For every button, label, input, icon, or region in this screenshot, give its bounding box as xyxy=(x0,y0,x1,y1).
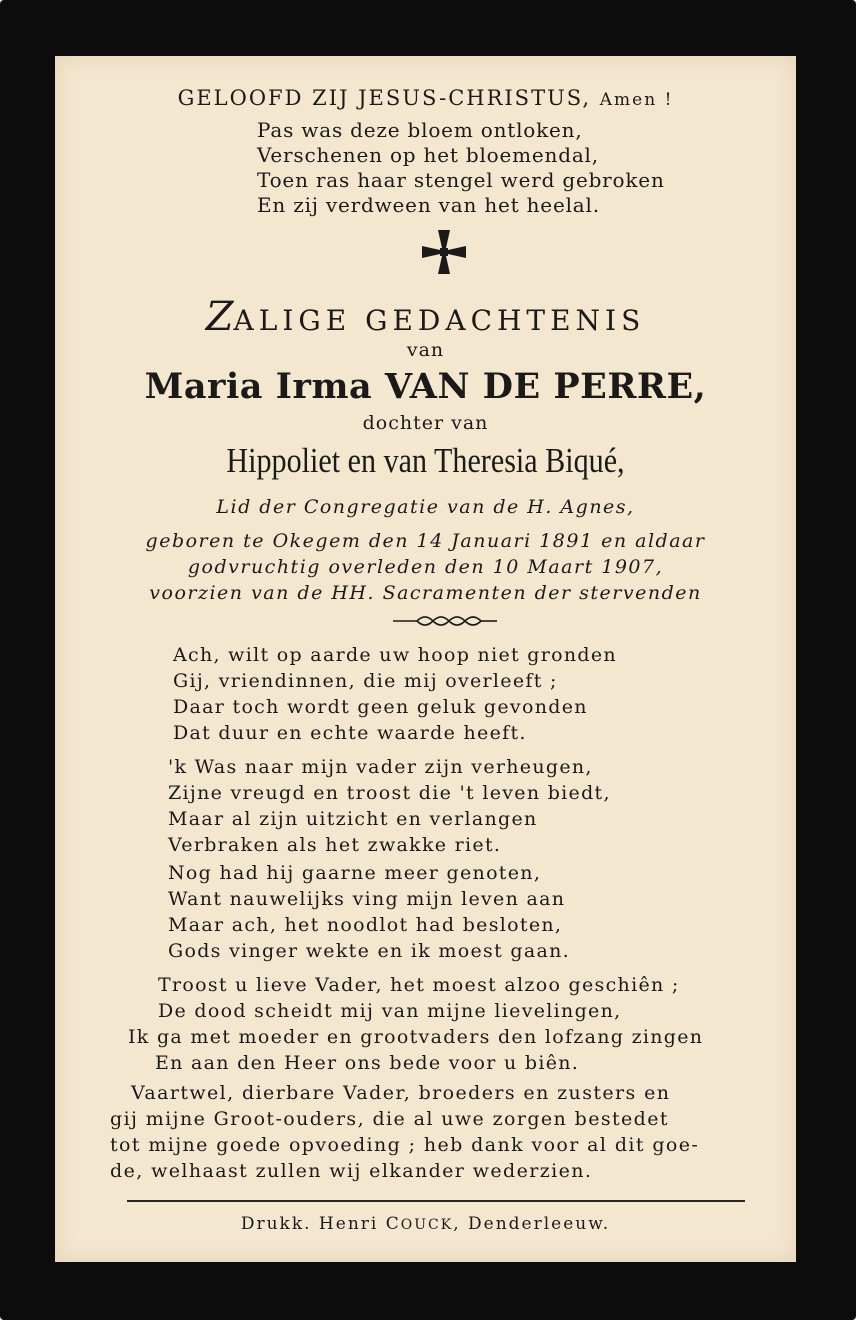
poem-line: Daar toch wordt geen geluk gevonden xyxy=(173,696,588,718)
title-zalige-gedachtenis xyxy=(55,294,796,340)
biography-line: geboren te Okegem den 14 Januari 1891 en aldaar xyxy=(145,530,706,552)
congregation-membership: Lid der Congregatie van de H. Agnes, xyxy=(216,496,635,518)
poem-line: Dat duur en echte waarde heeft. xyxy=(173,722,527,744)
farewell-line: gij mijne Groot-ouders, die al uwe zorgen bestedet xyxy=(110,1108,669,1130)
opening-poem-line: En zij verdween van het heelal. xyxy=(257,193,600,217)
printer-suffix: , Denderleeuw. xyxy=(453,1214,611,1234)
poem-line: Gij, vriendinnen, die mij overleeft ; xyxy=(173,670,558,692)
opening-poem-line: Pas was deze bloem ontloken, xyxy=(257,118,583,142)
poem-line: En aan den Heer ons bede voor u biên. xyxy=(155,1052,580,1074)
cross-pattee-icon xyxy=(420,228,468,276)
poem-line: Maar ach, het noodlot had besloten, xyxy=(168,914,563,936)
poem-line: Nog had hij gaarne meer genoten, xyxy=(168,862,542,884)
printer-name: OUCK xyxy=(400,1217,454,1233)
printer-prefix: Drukk. Henri C xyxy=(240,1214,401,1234)
printer-credit xyxy=(55,1214,796,1234)
header-amen: Amen ! xyxy=(599,90,674,110)
poem-line: Verbraken als het zwakke riet. xyxy=(168,834,502,856)
title-initial: Z xyxy=(205,294,234,340)
opening-poem-line: Verschenen op het bloemendal, xyxy=(257,143,599,167)
farewell-line: tot mijne goede opvoeding ; heb dank voor al dit goe- xyxy=(110,1134,700,1156)
parents-names: Hippoliet en van Theresia Biqué, xyxy=(226,441,625,480)
footer-rule xyxy=(127,1200,745,1202)
header-acclamation xyxy=(55,86,796,110)
biography-line: godvruchtig overleden den 10 Maart 1907, xyxy=(187,556,664,578)
biography-line: voorzien van de HH. Sacramenten der stervenden xyxy=(149,582,702,604)
poem-line: Ik ga met moeder en grootvaders den lofzang zingen xyxy=(128,1026,704,1048)
opening-poem-line: Toen ras haar stengel werd gebroken xyxy=(257,168,665,192)
scroll-divider-icon xyxy=(391,613,499,629)
poem-line: Troost u lieve Vader, het moest alzoo geschiên ; xyxy=(158,974,680,996)
header-text: GELOOFD ZIJ JESUS-CHRISTUS, xyxy=(177,86,592,110)
title-van: van xyxy=(406,339,445,361)
memorial-card xyxy=(55,56,796,1262)
poem-line: De dood scheidt mij van mijne lievelingen, xyxy=(158,1000,622,1022)
daughter-of: dochter van xyxy=(362,412,489,434)
farewell-line: Vaartwel, dierbare Vader, broeders en zusters en xyxy=(131,1082,671,1104)
farewell-line: de, welhaast zullen wij elkander wederzien. xyxy=(110,1160,593,1182)
poem-line: Maar al zijn uitzicht en verlangen xyxy=(168,808,538,830)
title-rest: ALIGE GEDACHTENIS xyxy=(233,304,646,337)
poem-line: Want nauwelijks ving mijn leven aan xyxy=(168,888,566,910)
poem-line: Ach, wilt op aarde uw hoop niet gronden xyxy=(173,644,617,666)
poem-line: Zijne vreugd en troost die 't leven biedt, xyxy=(168,782,611,804)
poem-line: 'k Was naar mijn vader zijn verheugen, xyxy=(168,756,593,778)
poem-line: Gods vinger wekte en ik moest gaan. xyxy=(168,940,570,962)
deceased-name: Maria Irma VAN DE PERRE, xyxy=(144,366,707,407)
